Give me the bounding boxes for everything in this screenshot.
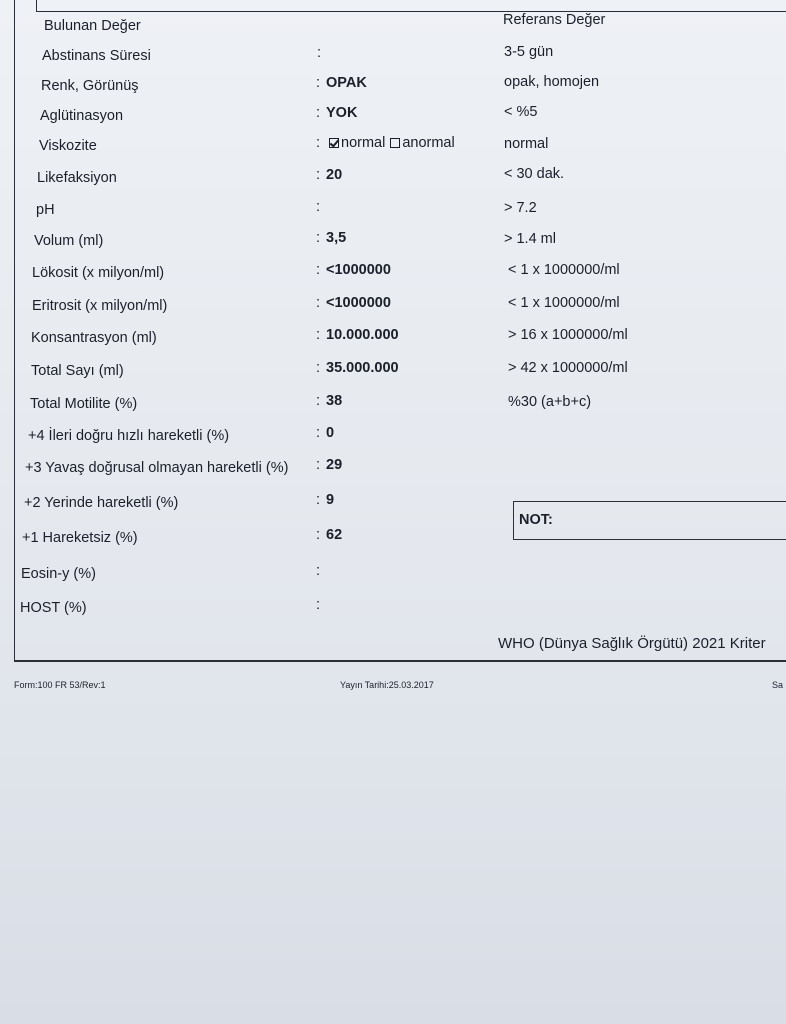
row-label: HOST (%) xyxy=(20,600,87,616)
row-separator: : xyxy=(316,199,321,215)
row-separator: : xyxy=(317,45,322,61)
row-reference: < 30 dak. xyxy=(504,166,565,182)
viscosity-options xyxy=(329,135,455,151)
row-label: +1 Hareketsiz (%) xyxy=(22,530,138,546)
row-separator: : xyxy=(316,327,321,343)
row-separator: : xyxy=(316,295,321,311)
row-separator: : xyxy=(316,393,321,409)
viscosity-abnormal-checkbox[interactable] xyxy=(390,138,400,148)
row-label: Konsantrasyon (ml) xyxy=(31,330,157,346)
row-reference: opak, homojen xyxy=(504,74,600,90)
row-separator: : xyxy=(316,527,321,543)
row-label: pH xyxy=(36,202,55,218)
row-reference: normal xyxy=(504,136,549,152)
row-reference: 3-5 gün xyxy=(504,44,554,60)
row-reference: > 42 x 1000000/ml xyxy=(508,360,628,376)
row-label: Total Sayı (ml) xyxy=(31,363,124,379)
publish-date: Yayın Tarihi:25.03.2017 xyxy=(340,680,434,690)
row-value: 38 xyxy=(326,393,343,409)
row-separator: : xyxy=(316,135,321,151)
row-separator: : xyxy=(316,75,321,91)
row-label: Lökosit (x milyon/ml) xyxy=(32,265,165,281)
row-value: 10.000.000 xyxy=(326,327,399,343)
report-frame-top xyxy=(36,0,786,12)
row-reference: > 1.4 ml xyxy=(504,231,556,247)
row-value: 29 xyxy=(326,457,343,473)
row-reference: < %5 xyxy=(504,104,538,120)
row-value: <1000000 xyxy=(326,262,391,278)
row-reference: < 1 x 1000000/ml xyxy=(508,295,620,311)
row-reference: > 16 x 1000000/ml xyxy=(508,327,628,343)
row-reference: %30 (a+b+c) xyxy=(508,394,592,410)
viscosity-normal-label: normal xyxy=(341,135,386,151)
row-label: +3 Yavaş doğrusal olmayan hareketli (%) xyxy=(25,460,289,476)
note-label: NOT: xyxy=(519,512,553,528)
row-label: Aglütinasyon xyxy=(40,108,124,124)
row-label: Likefaksiyon xyxy=(37,170,117,186)
row-label: +2 Yerinde hareketli (%) xyxy=(24,495,179,511)
row-value: YOK xyxy=(326,105,358,121)
row-label: Eosin-y (%) xyxy=(21,566,96,582)
row-reference: < 1 x 1000000/ml xyxy=(508,262,620,278)
row-label: Abstinans Süresi xyxy=(42,48,151,64)
row-separator: : xyxy=(316,360,321,376)
row-separator: : xyxy=(316,597,321,613)
row-separator: : xyxy=(316,457,321,473)
row-separator: : xyxy=(316,105,321,121)
row-value: <1000000 xyxy=(326,295,391,311)
viscosity-abnormal-label: anormal xyxy=(402,135,455,151)
row-value: 62 xyxy=(326,527,343,543)
row-value: 0 xyxy=(326,425,335,441)
row-label: +4 İleri doğru hızlı hareketli (%) xyxy=(28,428,230,444)
row-value: 9 xyxy=(326,492,335,508)
row-separator: : xyxy=(316,230,321,246)
row-label: Eritrosit (x milyon/ml) xyxy=(32,298,168,314)
page-marker: Sa xyxy=(772,680,784,690)
row-separator: : xyxy=(316,563,321,579)
found-value-header: Bulunan Değer xyxy=(44,18,141,34)
row-label: Volum (ml) xyxy=(34,233,104,249)
row-value: OPAK xyxy=(326,75,367,91)
row-value: 35.000.000 xyxy=(326,360,399,376)
row-separator: : xyxy=(316,492,321,508)
row-label: Renk, Görünüş xyxy=(41,78,139,94)
note-box xyxy=(513,501,786,540)
row-reference: > 7.2 xyxy=(504,200,537,216)
row-label: Total Motilite (%) xyxy=(30,396,138,412)
row-value: 3,5 xyxy=(326,230,347,246)
row-separator: : xyxy=(316,425,321,441)
row-separator: : xyxy=(316,262,321,278)
reference-value-header: Referans Değer xyxy=(503,12,606,28)
viscosity-normal-checkbox[interactable] xyxy=(329,138,339,148)
form-number: Form:100 FR 53/Rev:1 xyxy=(14,680,106,690)
row-separator: : xyxy=(316,167,321,183)
who-criteria-text: WHO (Dünya Sağlık Örgütü) 2021 Kriter xyxy=(498,635,766,652)
row-label: Viskozite xyxy=(39,138,97,154)
row-value: 20 xyxy=(326,167,343,183)
